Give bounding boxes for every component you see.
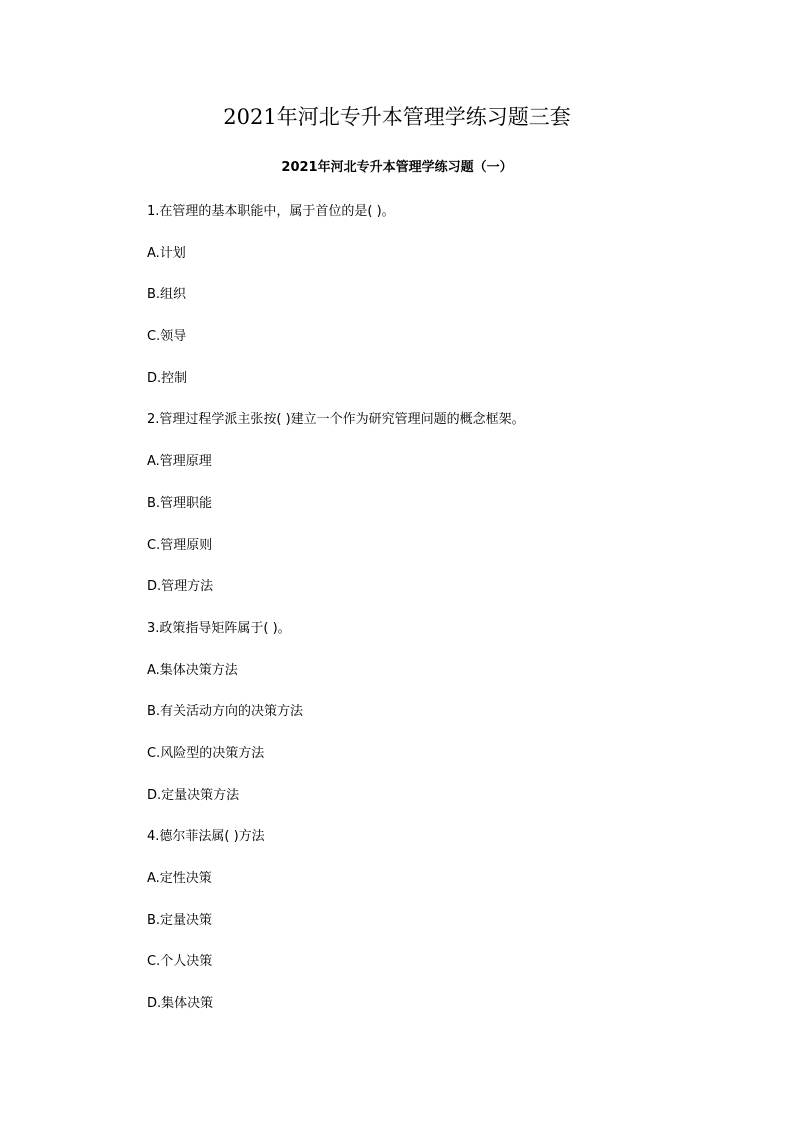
question-2-option-c: C.管理原则	[147, 537, 213, 553]
question-2-option-b: B.管理职能	[147, 495, 213, 511]
question-1-option-c: C.领导	[147, 329, 187, 345]
section-title: 2021年河北专升本管理学练习题（一）	[281, 160, 513, 175]
question-3-option-a: A.集体决策方法	[147, 662, 238, 678]
question-1-stem: 1.在管理的基本职能中，属于首位的是( )。	[147, 204, 395, 219]
question-4-option-d: D.集体决策	[147, 996, 214, 1012]
question-2-option-d: D.管理方法	[147, 579, 214, 595]
question-4-option-b: B.定量决策	[147, 912, 213, 928]
question-1-option-d: D.控制	[147, 370, 188, 386]
question-1-option-b: B.组织	[147, 287, 187, 303]
question-2-option-a: A.管理原理	[147, 454, 212, 470]
question-3-option-d: D.定量决策方法	[147, 787, 240, 803]
question-4-option-a: A.定性决策	[147, 871, 212, 886]
question-3-option-c: C.风险型的决策方法	[147, 745, 265, 761]
question-4-stem: 4.德尔菲法属( )方法	[147, 829, 265, 845]
question-4-option-c: C.个人决策	[147, 954, 213, 970]
document-title: 2021年河北专升本管理学练习题三套	[223, 105, 571, 129]
question-1-option-a: A.计划	[147, 245, 186, 261]
question-list	[147, 202, 707, 1036]
question-2-stem: 2.管理过程学派主张按( )建立一个作为研究管理问题的概念框架。	[147, 412, 525, 428]
question-3-option-b: B.有关活动方向的决策方法	[147, 704, 304, 720]
question-3-stem: 3.政策指导矩阵属于( )。	[147, 620, 291, 636]
